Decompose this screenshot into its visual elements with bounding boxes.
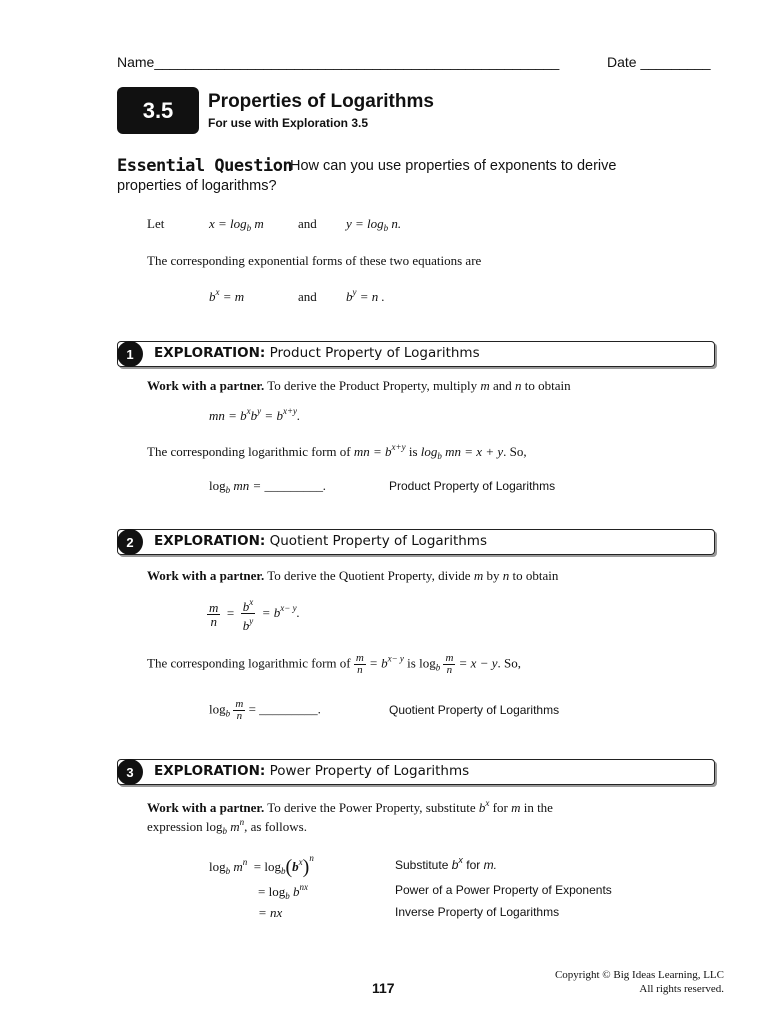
essential-question-text-2: properties of logarithms? bbox=[117, 178, 277, 194]
name-line: ____________________________________________________ bbox=[154, 54, 560, 70]
exploration-1-log-form: The corresponding logarithmic form of mn = $b^{x+y}$ is $\log_b$ mn = x + y. So, bbox=[147, 442, 527, 461]
essential-question-text-1: How can you use properties of exponents to derive bbox=[290, 158, 617, 174]
exploration-3-header bbox=[117, 759, 715, 785]
lesson-title: Properties of Logarithms bbox=[208, 91, 434, 112]
exploration-2-log-form: The corresponding logarithmic form of $\frac{m}{n}$ = $b^{x- y}$ is $\log_b$ $\frac{m}{n}$ = x − y. So, bbox=[147, 652, 521, 676]
exploration-2-quotient-equation: $\frac{m}{n}$ = $\frac{b^x}{b^y}$ = $b^{x- y}$. bbox=[209, 597, 300, 633]
exploration-3-title: EXPLORATION: Power Property of Logarithms bbox=[154, 763, 470, 779]
essential-question-label: Essential Question bbox=[117, 156, 293, 176]
exploration-3-instructions-1: Work with a partner. To derive the Power Property, substitute $b^x$ for m in the bbox=[147, 798, 553, 815]
exploration-1-instructions: Work with a partner. To derive the Product Property, multiply m and n to obtain bbox=[147, 378, 571, 393]
and-text-2: and bbox=[298, 289, 317, 304]
exploration-2-number: 2 bbox=[117, 529, 143, 555]
x-equation: $x = \log_b m$ bbox=[209, 216, 264, 233]
exploration-2-instructions: Work with a partner. To derive the Quotient Property, divide m by n to obtain bbox=[147, 568, 559, 583]
exploration-1-product-equation: mn = $b^xb^y = b^{x+y}$. bbox=[209, 406, 301, 423]
y-equation: $y = \log_b n$. bbox=[346, 216, 402, 233]
exploration-2-header bbox=[117, 529, 715, 555]
power-step-3: = nx bbox=[258, 905, 283, 920]
date-line: _________ bbox=[640, 54, 711, 70]
exploration-1-header bbox=[117, 341, 715, 367]
copyright: Copyright © Big Ideas Learning, LLC All rights reserved. bbox=[554, 969, 724, 995]
corresponding-text: The corresponding exponential forms of these two equations are bbox=[147, 253, 482, 268]
exploration-1-title: EXPLORATION: Product Property of Logarithms bbox=[154, 345, 480, 361]
exploration-2-title: EXPLORATION: Quotient Property of Logarithms bbox=[154, 533, 487, 549]
date-label: Date bbox=[607, 54, 637, 70]
power-step-1: $\log_b m^n = \log_b(b^x)^n$ bbox=[209, 853, 314, 878]
lesson-number-badge: 3.5 bbox=[117, 87, 199, 134]
let-text: Let bbox=[147, 216, 165, 231]
date-field[interactable] bbox=[607, 54, 711, 70]
exploration-2-answer-line[interactable]: $\log_b$ $\frac{m}{n}$ = _________. bbox=[209, 698, 321, 722]
name-field[interactable] bbox=[117, 54, 559, 70]
power-step-2-label: Power of a Power Property of Exponents bbox=[395, 883, 612, 897]
exploration-3-instructions-2: expression $\log_b m^n$, as follows. bbox=[147, 817, 307, 836]
exploration-1-answer-line[interactable]: $\log_b$ mn = _________. bbox=[209, 478, 327, 495]
fraction-bx-over-by: $\frac{b^x}{b^y}$ bbox=[242, 597, 254, 633]
page-number: 117 bbox=[372, 980, 395, 996]
power-step-1-label: Substitute $b^x$ for m. bbox=[395, 855, 497, 872]
power-step-2: = $\log_b b^{nx}$ bbox=[258, 882, 308, 901]
exploration-3-number: 3 bbox=[117, 759, 143, 785]
power-step-3-label: Inverse Property of Logarithms bbox=[395, 905, 560, 919]
fraction-m-over-n: $\frac{m}{n}$ bbox=[209, 599, 219, 629]
quotient-property-label: Quotient Property of Logarithms bbox=[389, 703, 560, 717]
bx-equation: $b^x = m$ bbox=[209, 287, 245, 304]
exploration-1-number: 1 bbox=[117, 341, 143, 367]
by-equation: $b^y = n$ . bbox=[346, 287, 385, 304]
and-text-1: and bbox=[298, 216, 317, 231]
lesson-subtitle: For use with Exploration 3.5 bbox=[208, 116, 369, 130]
product-property-label: Product Property of Logarithms bbox=[389, 479, 556, 493]
name-label: Name bbox=[117, 54, 155, 70]
